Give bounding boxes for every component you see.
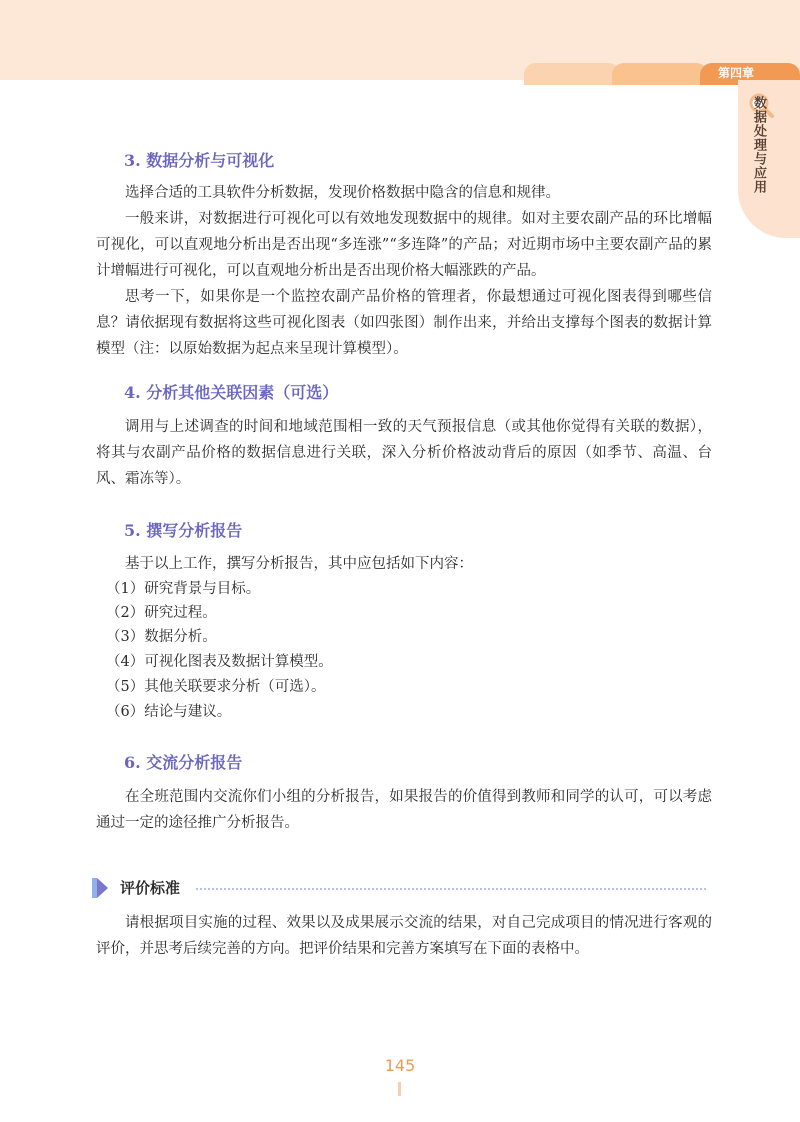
- dotted-divider: [196, 888, 706, 890]
- evaluation-title: 评价标准: [120, 879, 181, 897]
- side-chapter-label: 数据处理与应用: [751, 96, 766, 194]
- list-item: （2）研究过程。: [106, 605, 217, 621]
- page-number-mark: [398, 1082, 401, 1096]
- list-item: （5）其他关联要求分析（可选）。: [106, 679, 326, 695]
- section-3-paragraph-3: 思考一下，如果你是一个监控农副产品价格的管理者，你最想通过可视化图表得到哪些信息？请依据现有数据将这些可视化图表（如四张图）制作出来，并给出支撑每个图表的数据计算模型（注：以原始数据为起点来呈现计算模型）。: [96, 289, 712, 357]
- section-3-paragraph-1: 选择合适的工具软件分析数据，发现价格数据中隐含的信息和规律。: [125, 185, 560, 201]
- chapter-tab-decor-2: [612, 63, 708, 85]
- section-6-paragraph-1: 在全班范围内交流你们小组的分析报告，如果报告的价值得到教师和同学的认可，可以考虑通过一定的途径推广分析报告。: [96, 789, 712, 831]
- chapter-tab-decor-1: [524, 63, 620, 85]
- side-chapter-panel: [738, 80, 800, 238]
- evaluation-paragraph: 请根据项目实施的过程、效果以及成果展示交流的结果，对自己完成项目的情况进行客观的评价，并思考后续完善的方向。把评价结果和完善方案填写在下面的表格中。: [96, 915, 712, 957]
- section-5-heading: 5. 撰写分析报告: [124, 521, 243, 540]
- evaluation-header: [92, 876, 706, 900]
- section-4-heading: 4. 分析其他关联因素（可选）: [124, 383, 339, 402]
- chapter-tab: 第四章: [700, 63, 800, 85]
- section-3-paragraph-2: 一般来讲，对数据进行可视化可以有效地发现数据中的规律。如对主要农副产品的环比增幅可视化，可以直观地分析出是否出现“多连涨”“多连降”的产品；对近期市场中主要农副产品的累计增幅进行可视化，可以直观地分析出是否出现价格大幅涨跌的产品。: [96, 211, 712, 279]
- page-number: 145: [384, 1056, 416, 1075]
- list-item: （1）研究背景与目标。: [106, 581, 261, 597]
- section-5-intro: 基于以上工作，撰写分析报告，其中应包括如下内容：: [125, 556, 473, 572]
- section-6-heading: 6. 交流分析报告: [124, 753, 243, 772]
- list-item: （3）数据分析。: [106, 629, 217, 645]
- arrow-marker-icon: [92, 878, 108, 898]
- section-3-heading: 3. 数据分析与可视化: [124, 151, 275, 170]
- list-item: （4）可视化图表及数据计算模型。: [106, 654, 333, 670]
- section-4-paragraph-1: 调用与上述调查的时间和地域范围相一致的天气预报信息（或其他你觉得有关联的数据），将其与农副产品价格的数据信息进行关联，深入分析价格波动背后的原因（如季节、高温、台风、霜冻等）。: [96, 419, 712, 487]
- list-item: （6）结论与建议。: [106, 704, 232, 720]
